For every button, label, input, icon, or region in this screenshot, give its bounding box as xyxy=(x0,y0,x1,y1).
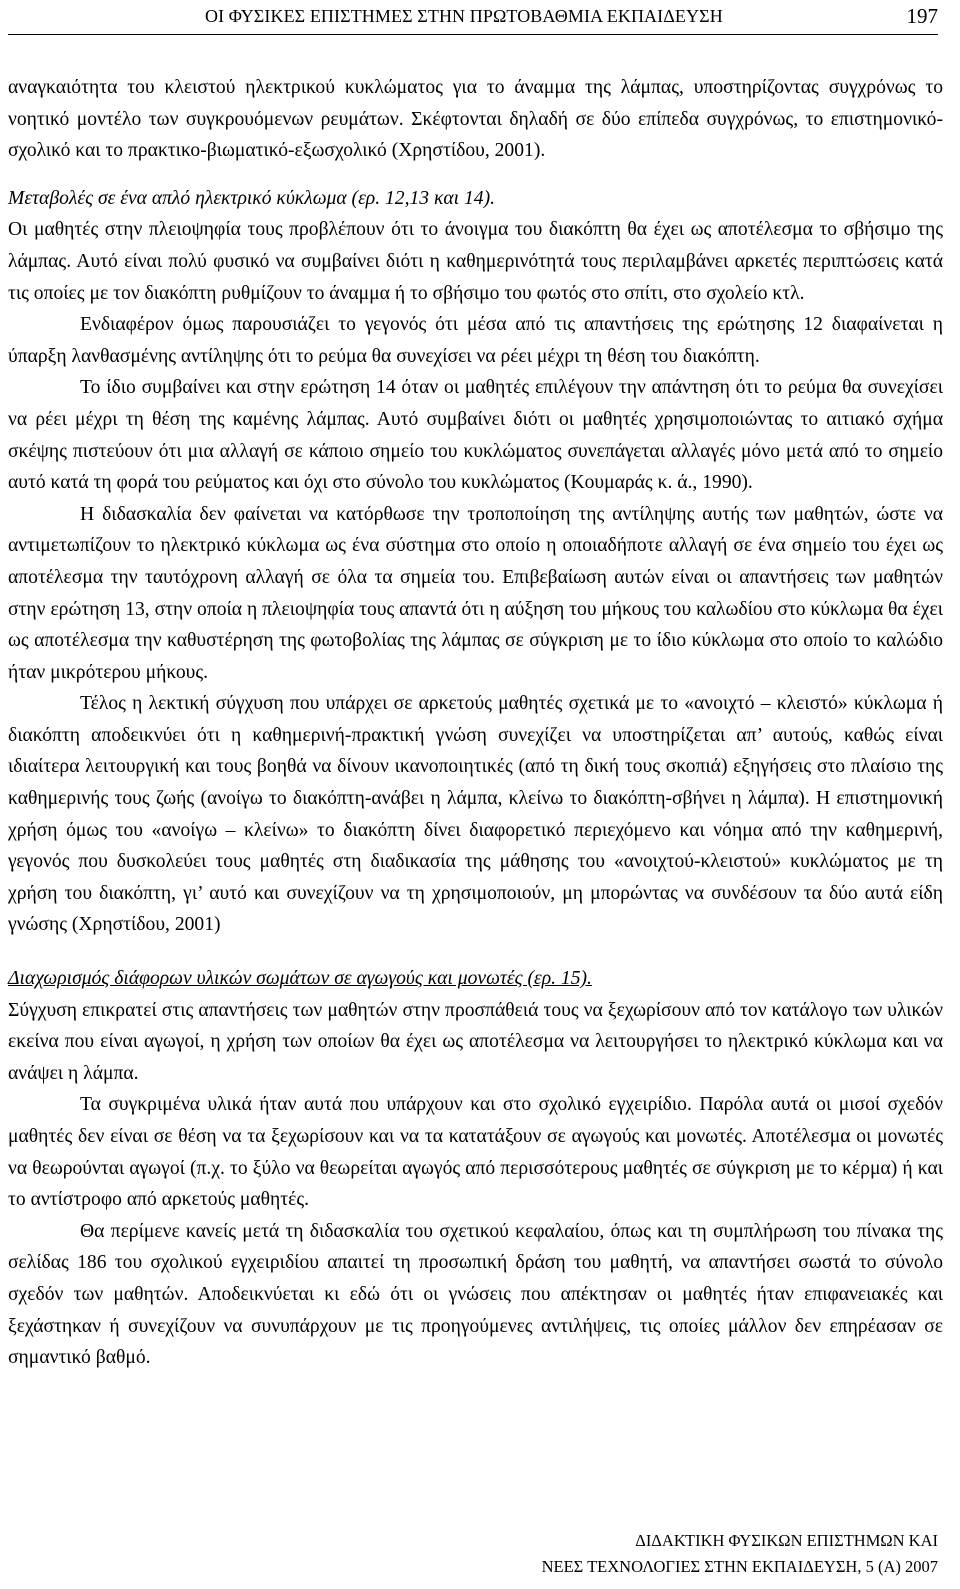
footer-journal-line2: ΝΕΕΣ ΤΕΧΝΟΛΟΓΙΕΣ ΣΤΗΝ ΕΚΠΑΙΔΕΥΣΗ, 5 (Α) 2007 xyxy=(541,1557,938,1576)
running-header xyxy=(0,0,960,38)
paragraph: Τέλος η λεκτική σύγχυση που υπάρχει σε αρκετούς μαθητές σχετικά με το «ανοιχτό – κλειστό» κύκλωμα ή διακόπτη αποδεικνύει ότι η καθημερινή-πρακτική γνώση συνεχίζει να υποστηρίζεται απ’ αυτούς, καθώς είναι ιδιαίτερα λειτουργική και τους βοηθά να δίνουν ικανοποιητικές (από τη δική τους σκοπιά) εξηγήσεις στο πλαίσιο της καθημερινής τους ζωής (ανοίγω το διακόπτη-ανάβει η λάμπα, κλείνω το διακόπτη-σβήνει η λάμπα). Η επιστημονική χρήση όμως του «ανοίγω – κλείνω» το διακόπτη δίνει διαφορετικό περιεχόμενο και νόημα από την καθημερινή, γεγονός που δυσκολεύει τους μαθητές στη διαδικασία της μάθησης του «ανοιχτού-κλειστού» κυκλώματος με τη χρήση του διακόπτη, γι’ αυτό και συνεχίζουν να τη χρησιμοποιούν, μη μπορώντας να συνδέσουν τα δύο αυτά είδη γνώσης (Χρηστίδου, 2001) xyxy=(8,693,943,936)
footer-journal-line1: ΔΙΔΑΚΤΙΚΗ ΦΥΣΙΚΩΝ ΕΠΙΣΤΗΜΩΝ ΚΑΙ xyxy=(635,1531,938,1550)
paragraph: Τα συγκριμένα υλικά ήταν αυτά που υπάρχουν και στο σχολικό εγχειρίδιο. Παρόλα αυτά οι μισοί σχεδόν μαθητές δεν είναι σε θέση να τα ξεχωρίσουν και να τα κατατάξουν σε αγωγούς και μονωτές. Αποτέλεσμα οι μονωτές να θεωρούνται αγωγοί (π.χ. το ξύλο να θεωρείται αγωγός από περισσότερους μαθητές σε σύγκριση με το κέρμα) ή και το αντίστροφο από αρκετούς μαθητές. xyxy=(8,1094,943,1211)
paragraph-continuation: αναγκαιότητα του κλειστού ηλεκτρικού κυκλώματος για το άναμμα της λάμπας, υποστηρίζοντας συγχρόνως το νοητικό μοντέλο των συγκρουόμενων ρευμάτων. Σκέφτονται δηλαδή σε δύο επίπεδα συγχρόνως, το επιστημονικό-σχολικό και το πρακτικο-βιωματικό-εξωσχολικό (Χρηστίδου, 2001). xyxy=(8,77,943,162)
paragraph: Οι μαθητές στην πλειοψηφία τους προβλέπουν ότι το άνοιγμα του διακόπτη θα έχει ως αποτέλεσμα το σβήσιμο της λάμπας. Αυτό είναι πολύ φυσικό να συμβαίνει διότι η καθημερινότητά τους περιλαμβάνει αρκετές περιπτώσεις κατά τις οποίες με τον διακόπτη ρυθμίζουν το άναμμα ή το σβήσιμο του φωτός στο σπίτι, στο σχολείο κτλ. xyxy=(8,219,943,304)
paragraph: Ενδιαφέρον όμως παρουσιάζει το γεγονός ότι μέσα από τις απαντήσεις της ερώτησης 12 διαφαίνεται η ύπαρξη λανθασμένης αντίληψης ότι το ρεύμα θα συνεχίσει να ρέει μέχρι τη θέση του διακόπτη. xyxy=(8,314,943,367)
header-title: ΟΙ ΦΥΣΙΚΕΣ ΕΠΙΣΤΗΜΕΣ ΣΤΗΝ ΠΡΩΤΟΒΑΘΜΙΑ ΕΚΠΑΙΔΕΥΣΗ xyxy=(205,6,723,26)
paragraph: Θα περίμενε κανείς μετά τη διδασκαλία του σχετικού κεφαλαίου, όπως και τη συμπλήρωση του πίνακα της σελίδας 186 του σχολικού εγχειριδίου απαιτεί τη προσωπική δράση του μαθητή, να απαντήσει σωστά το σύνολο σχεδόν των μαθητών. Αποδεικνύεται κι εδώ ότι οι γνώσεις που απέκτησαν οι μαθητές ήταν επιφανειακές και ξεχάστηκαν ή συνεχίζουν να συνυπάρχουν με τις προηγούμενες αντιλήψεις, τις οποίες μάλλον δεν επηρέασαν σε σημαντικό βαθμό. xyxy=(8,1220,943,1369)
header-divider xyxy=(8,34,938,35)
running-footer xyxy=(542,1528,938,1580)
section-heading-circuit-changes: Μεταβολές σε ένα απλό ηλεκτρικό κύκλωμα (ερ. 12,13 και 14). xyxy=(8,187,496,209)
paragraph: Το ίδιο συμβαίνει και στην ερώτηση 14 όταν οι μαθητές επιλέγουν την απάντηση ότι το ρεύμα θα συνεχίσει να ρέει μέχρι τη θέση της καμένης λάμπας. Αυτό συμβαίνει διότι οι μαθητές χρησιμοποιώντας το αιτιακό σχήμα σκέψης πιστεύουν ότι μια αλλαγή σε κάποιο σημείο του κυκλώματος συνεπάγεται αλλαγές μόνο μετά από το σημείο αυτό κατά τη φορά του ρεύματος και όχι στο σύνολο του κυκλώματος (Κουμαράς κ. ά., 1990). xyxy=(8,377,943,494)
section-heading-conductors-insulators: Διαχωρισμός διάφορων υλικών σωμάτων σε αγωγούς και μονωτές (ερ. 15). xyxy=(8,968,592,990)
paragraph: Η διδασκαλία δεν φαίνεται να κατόρθωσε την τροποποίηση της αντίληψης αυτής των μαθητών, ώστε να αντιμετωπίζουν το ηλεκτρικό κύκλωμα ως ένα σύστημα στο οποίο η οποιαδήποτε αλλαγή σε ένα σημείο του έχει ως αποτέλεσμα την ταυτόχρονη αλλαγή σε όλα τα σημεία του. Επιβεβαίωση αυτών είναι οι απαντήσεις των μαθητών στην ερώτηση 13, στην οποία η πλειοψηφία τους απαντά ότι η αύξηση του μήκους του καλωδίου στο κύκλωμα θα έχει ως αποτέλεσμα την καθυστέρηση της φωτοβολίας της λάμπας σε σύγκριση με το ίδιο κύκλωμα στο οποίο το καλώδιο ήταν μικρότερου μήκους. xyxy=(8,503,943,683)
body-text xyxy=(8,72,943,1374)
paragraph: Σύγχυση επικρατεί στις απαντήσεις των μαθητών στην προσπάθειά τους να ξεχωρίσουν από τον κατάλογο των υλικών εκείνα που είναι αγωγοί, η χρήση των οποίων θα έχει ως αποτέλεσμα να λειτουργήσει το ηλεκτρικό κύκλωμα και να ανάψει η λάμπα. xyxy=(8,999,943,1084)
page-number: 197 xyxy=(906,4,938,28)
